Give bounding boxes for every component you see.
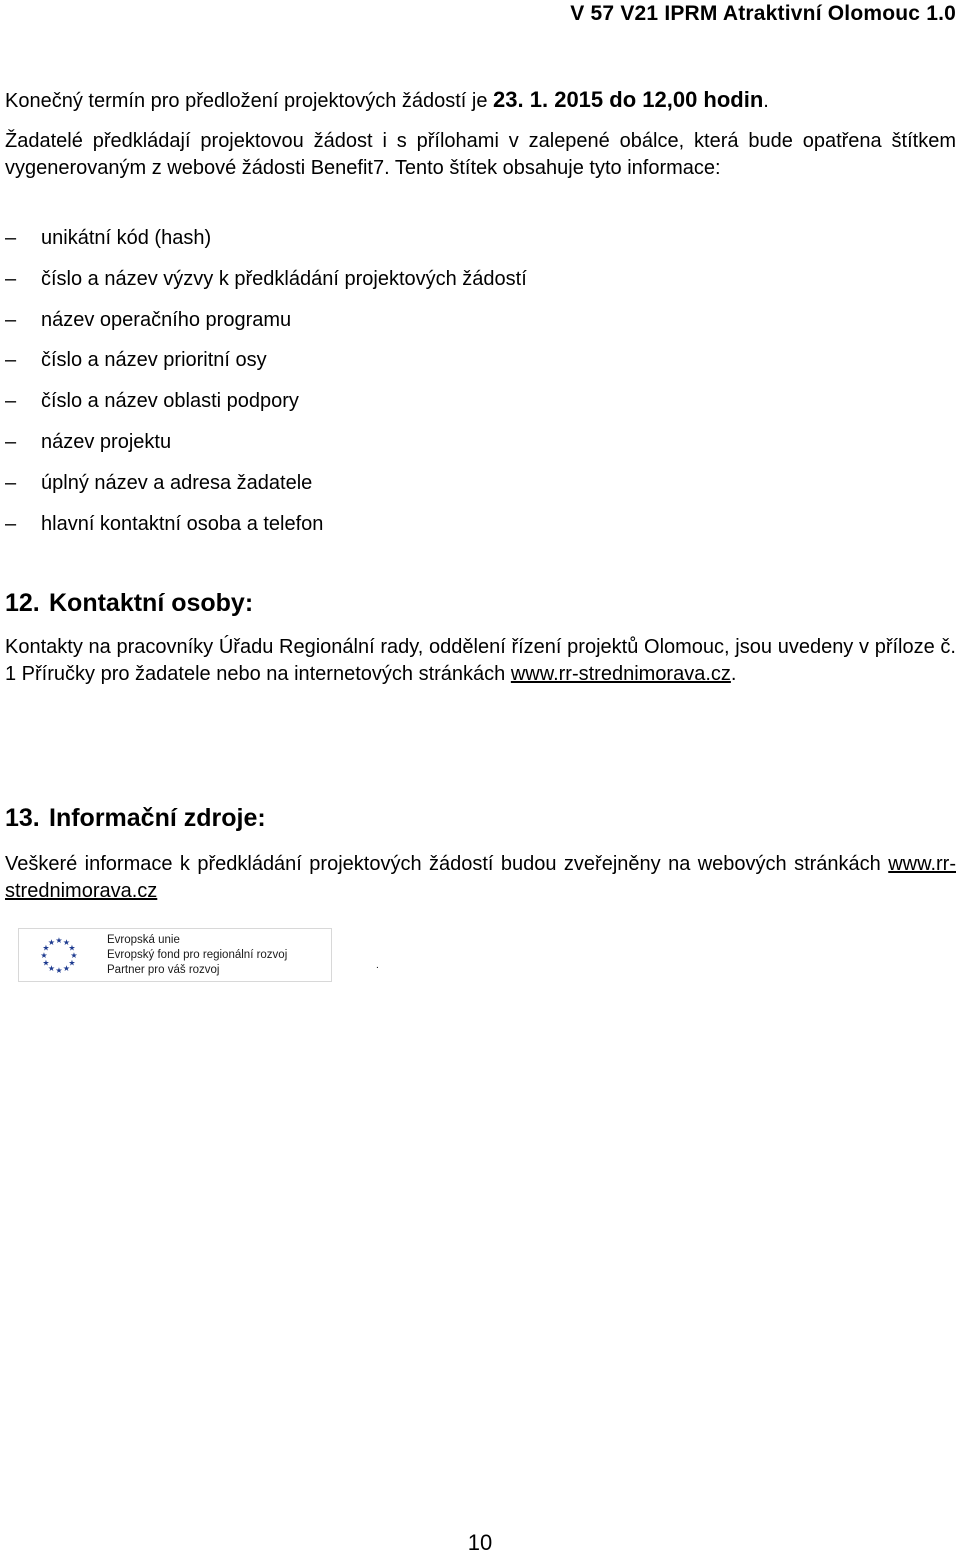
sources-website-link[interactable]: www.rr-strednimorava.cz [5, 853, 956, 902]
contacts-text: Kontakty na pracovníky Úřadu Regionální rady, oddělení řízení projektů Olomouc, jsou uvedeny v příloze č. 1 Příručky pro žadatele nebo na internetových stránkách [5, 636, 956, 685]
label-info-paragraph: Žadatelé předkládají projektovou žádost i s přílohami v zalepené obálce, která bude opatřena štítkem vygenerovaným z webové žádosti Benefit7. Tento štítek obsahuje tyto informace: [5, 130, 956, 179]
eu-star-icon: ★ [68, 958, 76, 968]
dash-bullet-icon: – [5, 390, 17, 413]
eu-logo [18, 928, 332, 982]
dash-bullet-icon: – [5, 308, 17, 331]
eu-star-icon: ★ [42, 958, 50, 968]
list-item-text: hlavní kontaktní osoba a telefon [41, 512, 324, 535]
eu-star-icon: ★ [42, 943, 50, 953]
list-item-text: číslo a název prioritní osy [41, 349, 267, 372]
eu-logo-text [107, 933, 287, 978]
dash-bullet-icon: – [5, 267, 17, 290]
eu-star-icon: ★ [47, 963, 56, 973]
deadline-date: 23. 1. 2015 do 12,00 hodin [493, 87, 764, 112]
list-item [5, 511, 527, 552]
dash-bullet-icon: – [5, 349, 17, 372]
section-13-number: 13. [5, 804, 40, 832]
section-13-title: Informační zdroje: [49, 804, 266, 832]
dash-bullet-icon: – [5, 471, 17, 494]
dash-bullet-icon: – [5, 512, 17, 535]
list-item [5, 470, 527, 511]
eu-star-icon: ★ [70, 951, 78, 960]
eu-star-icon: ★ [68, 943, 76, 953]
sources-paragraph [5, 851, 956, 905]
list-item-text: číslo a název výzvy k předkládání projektových žádostí [41, 267, 527, 290]
list-item-text: úplný název a adresa žadatele [41, 471, 313, 494]
eu-logo-line-1: Evropská unie [107, 933, 180, 946]
list-item [5, 388, 527, 429]
contacts-end: . [730, 663, 737, 685]
list-item-text: název projektu [41, 430, 172, 453]
sources-text: Veškeré informace k předkládání projektových žádostí budou zveřejněny na webových stránkách [5, 853, 889, 875]
list-item-text: unikátní kód (hash) [41, 227, 212, 249]
dash-bullet-icon: – [5, 430, 17, 453]
page-number: 10 [467, 1530, 493, 1555]
contacts-paragraph [5, 634, 956, 688]
eu-star-icon: ★ [55, 936, 63, 945]
section-12-number: 12. [5, 589, 40, 617]
list-item [5, 225, 527, 266]
list-item [5, 429, 527, 470]
section-12-heading [5, 589, 253, 618]
eu-star-icon: ★ [47, 938, 56, 948]
eu-star-icon: ★ [55, 966, 63, 975]
deadline-paragraph [5, 86, 956, 115]
document-header-title: V 57 V21 IPRM Atraktivní Olomouc 1.0 [570, 2, 956, 25]
eu-star-icon: ★ [62, 938, 71, 948]
label-info-list [5, 225, 527, 551]
list-item [5, 347, 527, 388]
eu-logo-line-2: Evropský fond pro regionální rozvoj [107, 948, 288, 961]
section-13-heading [5, 804, 266, 833]
dash-bullet-icon: – [5, 227, 17, 249]
eu-logo-line-3: Partner pro váš rozvoj [107, 963, 220, 976]
eu-flag-icon [21, 931, 97, 979]
list-item-text: název operačního programu [41, 308, 292, 331]
stray-dot: . [376, 960, 379, 971]
list-item [5, 307, 527, 348]
eu-star-icon: ★ [40, 951, 48, 960]
section-12-title: Kontaktní osoby: [49, 589, 254, 617]
eu-star-icon: ★ [62, 963, 71, 973]
list-item [5, 266, 527, 307]
contacts-website-link[interactable]: www.rr-strednimorava.cz [510, 663, 731, 685]
list-item-text: číslo a název oblasti podpory [41, 390, 299, 413]
deadline-end: . [763, 90, 769, 112]
deadline-text: Konečný termín pro předložení projektových žádostí je [5, 90, 494, 112]
